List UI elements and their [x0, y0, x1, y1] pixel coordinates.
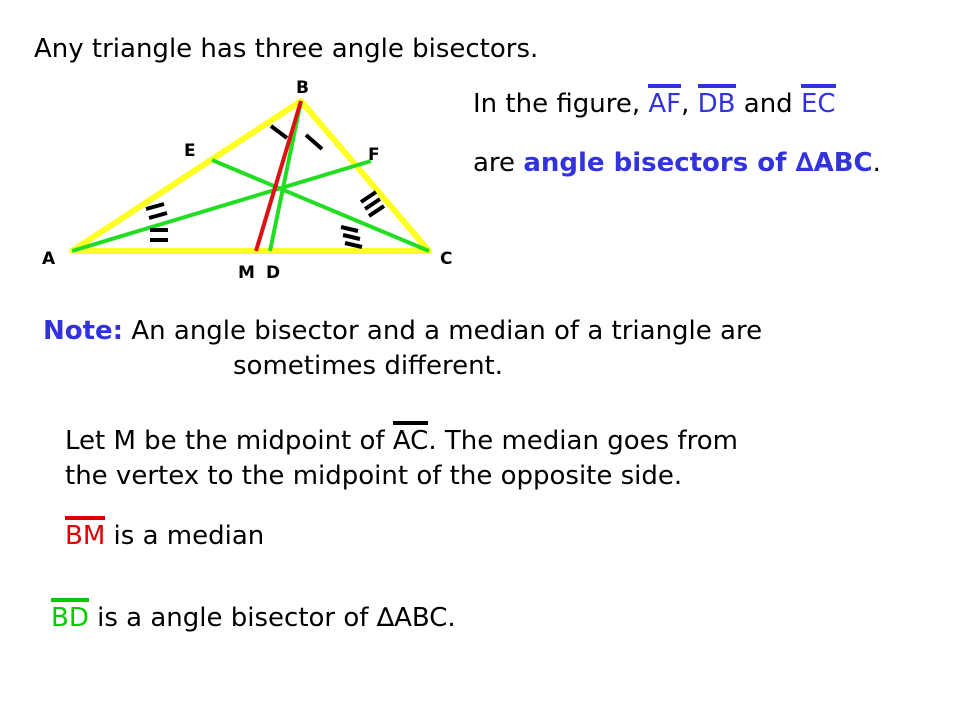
figure-description-line2 — [473, 147, 881, 180]
explanation-line1 — [65, 425, 738, 458]
figure-prefix: In the figure, — [473, 89, 649, 119]
segment-db: DB — [697, 89, 736, 119]
note-line2 — [233, 350, 503, 383]
segment-ac: AC — [392, 426, 429, 456]
period-text: . — [872, 148, 881, 178]
note-line1 — [43, 315, 762, 348]
are-text: are — [473, 148, 524, 178]
label-m: M — [238, 263, 255, 283]
label-a: A — [42, 249, 56, 269]
explanation-text-line2: the vertex to the midpoint of the opposite side. — [65, 461, 683, 491]
label-f: F — [368, 145, 380, 165]
bisector-statement — [51, 602, 456, 635]
explanation-line2 — [65, 460, 682, 493]
label-e: E — [184, 141, 196, 161]
segment-bm: BM — [65, 521, 106, 551]
title-text: Any triangle has three angle bisectors. — [34, 34, 539, 64]
angle-mark-a-lower — [150, 230, 168, 240]
segment-ec: EC — [800, 89, 836, 119]
median-statement — [65, 520, 264, 553]
bisector-ec — [212, 160, 429, 251]
label-c: C — [440, 249, 453, 269]
explanation-suffix: . The median goes from — [428, 426, 738, 456]
angle-arc-b — [306, 135, 322, 149]
label-b: B — [296, 78, 309, 98]
figure-description-line1 — [473, 88, 836, 121]
note-text-line2: sometimes different. — [233, 351, 504, 381]
angle-mark-a-upper — [146, 204, 167, 218]
angle-mark-b-left — [271, 126, 287, 138]
segment-bd: BD — [51, 603, 89, 633]
bisector-bd — [270, 101, 301, 251]
segment-af: AF — [648, 89, 682, 119]
comma-text: , — [681, 89, 698, 119]
and-text: and — [735, 89, 801, 119]
note-text-line1: An angle bisector and a median of a triangle are — [131, 316, 763, 346]
label-d: D — [266, 263, 281, 283]
angle-mark-c-lower — [341, 227, 362, 247]
median-text: is a median — [105, 521, 265, 551]
bisectors-emphasis: angle bisectors of ∆ABC — [523, 148, 873, 178]
explanation-prefix: Let M be the midpoint of — [65, 426, 393, 456]
note-label: Note: — [43, 316, 124, 346]
bisector-text: is a angle bisector of ∆ABC. — [88, 603, 456, 633]
